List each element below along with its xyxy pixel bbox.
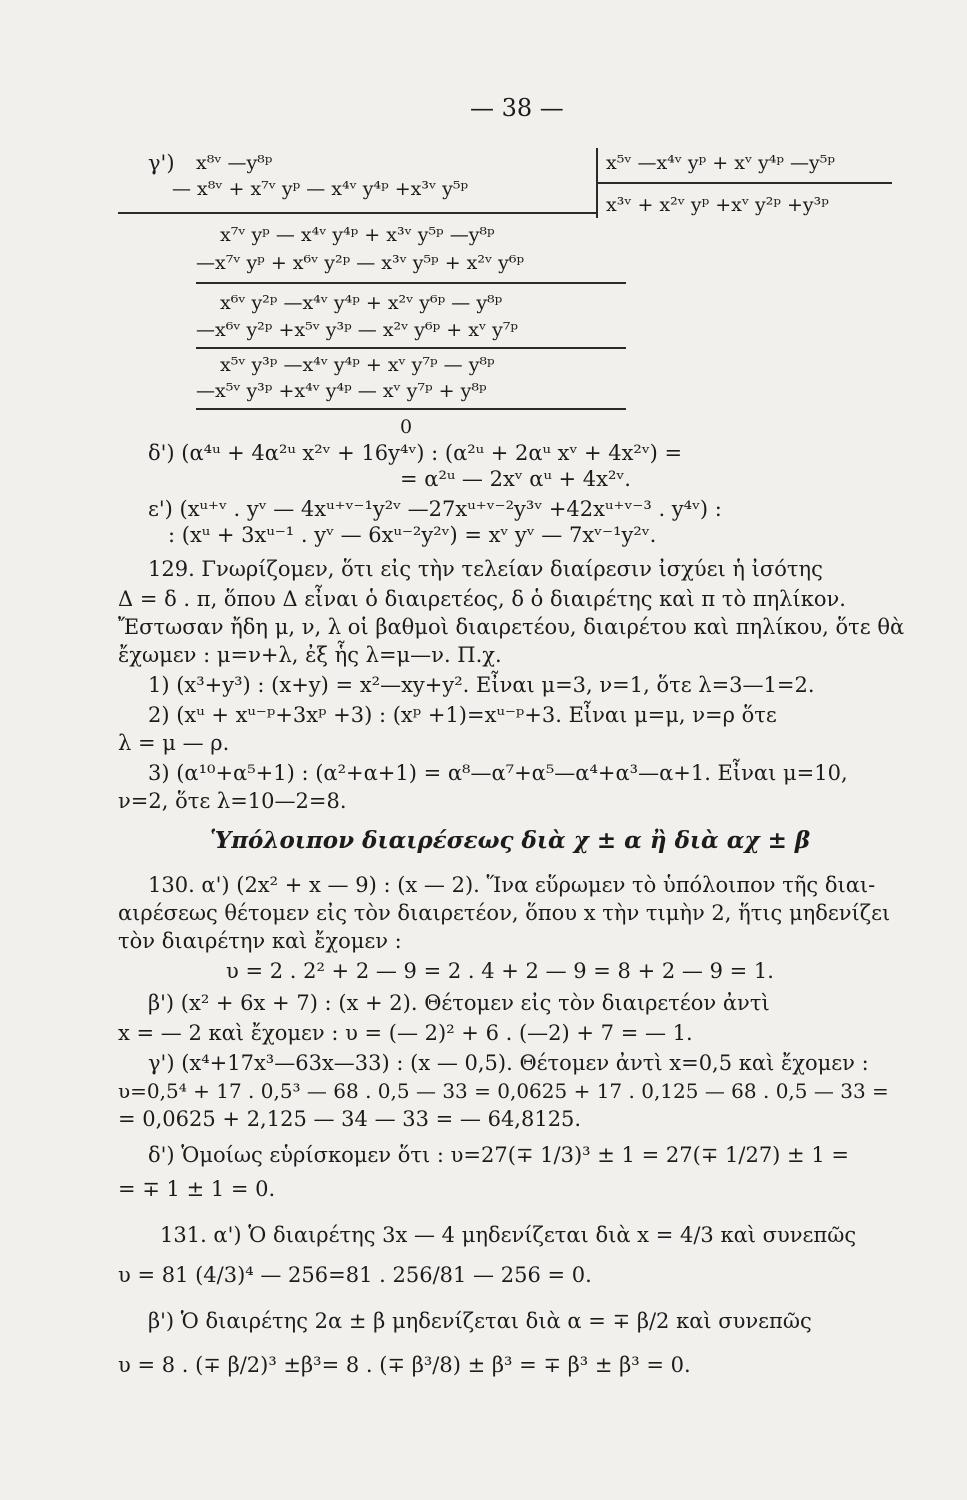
text-line: υ = 2 . 2² + 2 — 9 = 2 . 4 + 2 — 9 = 8 + 2 — 9 = 1. — [226, 959, 774, 983]
division-step: x⁷ᵛ yᵖ — x⁴ᵛ y⁴ᵖ + x³ᵛ y⁵ᵖ —y⁸ᵖ — [220, 224, 495, 246]
division-step: —x⁶ᵛ y²ᵖ +x⁵ᵛ y³ᵖ — x²ᵛ y⁶ᵖ + xᵛ y⁷ᵖ — [196, 319, 519, 341]
text-line: υ = 81 (4/3)⁴ — 256=81 . 256/81 — 256 = 0. — [118, 1263, 592, 1287]
text-line: γ') (x⁴+17x³—63x—33) : (x — 0,5). Θέτομεν ἀντὶ x=0,5 καὶ ἔχομεν : — [148, 1051, 869, 1075]
text-line: υ=0,5⁴ + 17 . 0,5³ — 68 . 0,5 — 33 = 0,0625 + 17 . 0,125 — 68 . 0,5 — 33 = — [118, 1079, 889, 1103]
text-line: 2) (xᵘ + xᵘ⁻ᵖ+3xᵖ +3) : (xᵖ +1)=xᵘ⁻ᵖ+3. Εἶναι μ=μ, ν=ρ ὅτε — [148, 703, 777, 727]
text-line: ν=2, ὅτε λ=10—2=8. — [118, 789, 347, 813]
remainder-zero: 0 — [400, 416, 413, 438]
step-rule-2 — [196, 282, 626, 284]
division-step: x⁶ᵛ y²ᵖ —x⁴ᵛ y⁴ᵖ + x²ᵛ y⁶ᵖ — y⁸ᵖ — [220, 292, 503, 314]
text-line: τὸν διαιρέτην καὶ ἔχομεν : — [118, 929, 402, 953]
dividend-line: x⁸ᵛ —y⁸ᵖ — [196, 152, 273, 174]
text-line: δ') Ὁμοίως εὑρίσκομεν ὅτι : υ=27(∓ 1/3)³ ± 1 = 27(∓ 1/27) ± 1 = — [148, 1143, 849, 1167]
divisor: x⁵ᵛ —x⁴ᵛ yᵖ + xᵛ y⁴ᵖ —y⁵ᵖ — [606, 152, 836, 174]
text-line: = ∓ 1 ± 1 = 0. — [118, 1177, 276, 1201]
division-step: —x⁷ᵛ yᵖ + x⁶ᵛ y²ᵖ — x³ᵛ y⁵ᵖ + x²ᵛ y⁶ᵖ — [196, 252, 525, 274]
step-rule-1 — [118, 212, 596, 214]
delta-line-1: δ') (α⁴ᵘ + 4α²ᵘ x²ᵛ + 16y⁴ᵛ) : (α²ᵘ + 2αᵘ xᵛ + 4x²ᵛ) = — [148, 441, 683, 465]
epsilon-line-1: ε') (xᵘ⁺ᵛ . yᵛ — 4xᵘ⁺ᵛ⁻¹y²ᵛ —27xᵘ⁺ᵛ⁻²y³ᵛ +42xᵘ⁺ᵛ⁻³ . y⁴ᵛ) : — [148, 497, 722, 521]
epsilon-line-2: : (xᵘ + 3xᵘ⁻¹ . yᵛ — 6xᵘ⁻²y²ᵛ) = xᵛ yᵛ — 7xᵛ⁻¹y²ᵛ. — [168, 523, 657, 547]
text-line: Δ = δ . π, ὅπου Δ εἶναι ὁ διαιρετέος, δ ὁ διαιρέτης καὶ π τὸ πηλίκον. — [118, 587, 846, 611]
section-title: Ὑπόλοιπον διαιρέσεως διὰ χ ± α ἢ διὰ αχ ± β — [210, 827, 811, 854]
delta-line-2: = α²ᵘ — 2xᵛ αᵘ + 4x²ᵛ. — [400, 467, 631, 491]
text-line: υ = 8 . (∓ β/2)³ ±β³= 8 . (∓ β³/8) ± β³ = ∓ β³ ± β³ = 0. — [118, 1353, 691, 1377]
division-step: x⁵ᵛ y³ᵖ —x⁴ᵛ y⁴ᵖ + xᵛ y⁷ᵖ — y⁸ᵖ — [220, 354, 495, 376]
page-number: — 38 — — [470, 94, 564, 122]
text-line: 129. Γνωρίζομεν, ὅτι εἰς τὴν τελείαν διαίρεσιν ἰσχύει ἡ ἰσότης — [148, 557, 823, 581]
text-line: 1) (x³+y³) : (x+y) = x²—xy+y². Εἶναι μ=3, ν=1, ὅτε λ=3—1=2. — [148, 673, 815, 697]
text-line: Ἔστωσαν ἤδη μ, ν, λ οἱ βαθμοὶ διαιρετέου, διαιρέτου καὶ πηλίκου, ὅτε θὰ — [118, 615, 905, 639]
text-line: = 0,0625 + 2,125 — 34 — 33 = — 64,8125. — [118, 1107, 582, 1131]
step-rule-4 — [196, 408, 626, 410]
text-line: αιρέσεως θέτομεν εἰς τὸν διαιρετέον, ὅπου x τὴν τιμὴν 2, ἥτις μηδενίζει — [118, 901, 891, 925]
divisor-rule — [596, 182, 892, 184]
text-line: x = — 2 καὶ ἔχομεν : υ = (— 2)² + 6 . (—2) + 7 = — 1. — [118, 1021, 693, 1045]
quotient: x³ᵛ + x²ᵛ yᵖ +xᵛ y²ᵖ +y³ᵖ — [606, 194, 829, 216]
text-line: β') Ὁ διαιρέτης 2α ± β μηδενίζεται διὰ α = ∓ β/2 καὶ συνεπῶς — [148, 1309, 812, 1333]
division-label: γ') — [148, 151, 175, 175]
text-line: 3) (α¹⁰+α⁵+1) : (α²+α+1) = α⁸—α⁷+α⁵—α⁴+α³—α+1. Εἶναι μ=10, — [148, 761, 848, 785]
text-line: β') (x² + 6x + 7) : (x + 2). Θέτομεν εἰς τὸν διαιρετέον ἀντὶ — [148, 991, 770, 1015]
dividend-subtract: — x⁸ᵛ + x⁷ᵛ yᵖ — x⁴ᵛ y⁴ᵖ +x³ᵛ y⁵ᵖ — [172, 178, 469, 200]
text-line: 130. α') (2x² + x — 9) : (x — 2). Ἵνα εὕρωμεν τὸ ὑπόλοιπον τῆς διαι- — [148, 873, 876, 897]
text-line: λ = μ — ρ. — [118, 731, 230, 755]
text-line: ἔχωμεν : μ=ν+λ, ἐξ ἧς λ=μ—ν. Π.χ. — [118, 643, 502, 667]
step-rule-3 — [196, 347, 626, 349]
text-line: 131. α') Ὁ διαιρέτης 3x — 4 μηδενίζεται διὰ x = 4/3 καὶ συνεπῶς — [160, 1223, 857, 1247]
division-step: —x⁵ᵛ y³ᵖ +x⁴ᵛ y⁴ᵖ — xᵛ y⁷ᵖ + y⁸ᵖ — [196, 380, 487, 402]
